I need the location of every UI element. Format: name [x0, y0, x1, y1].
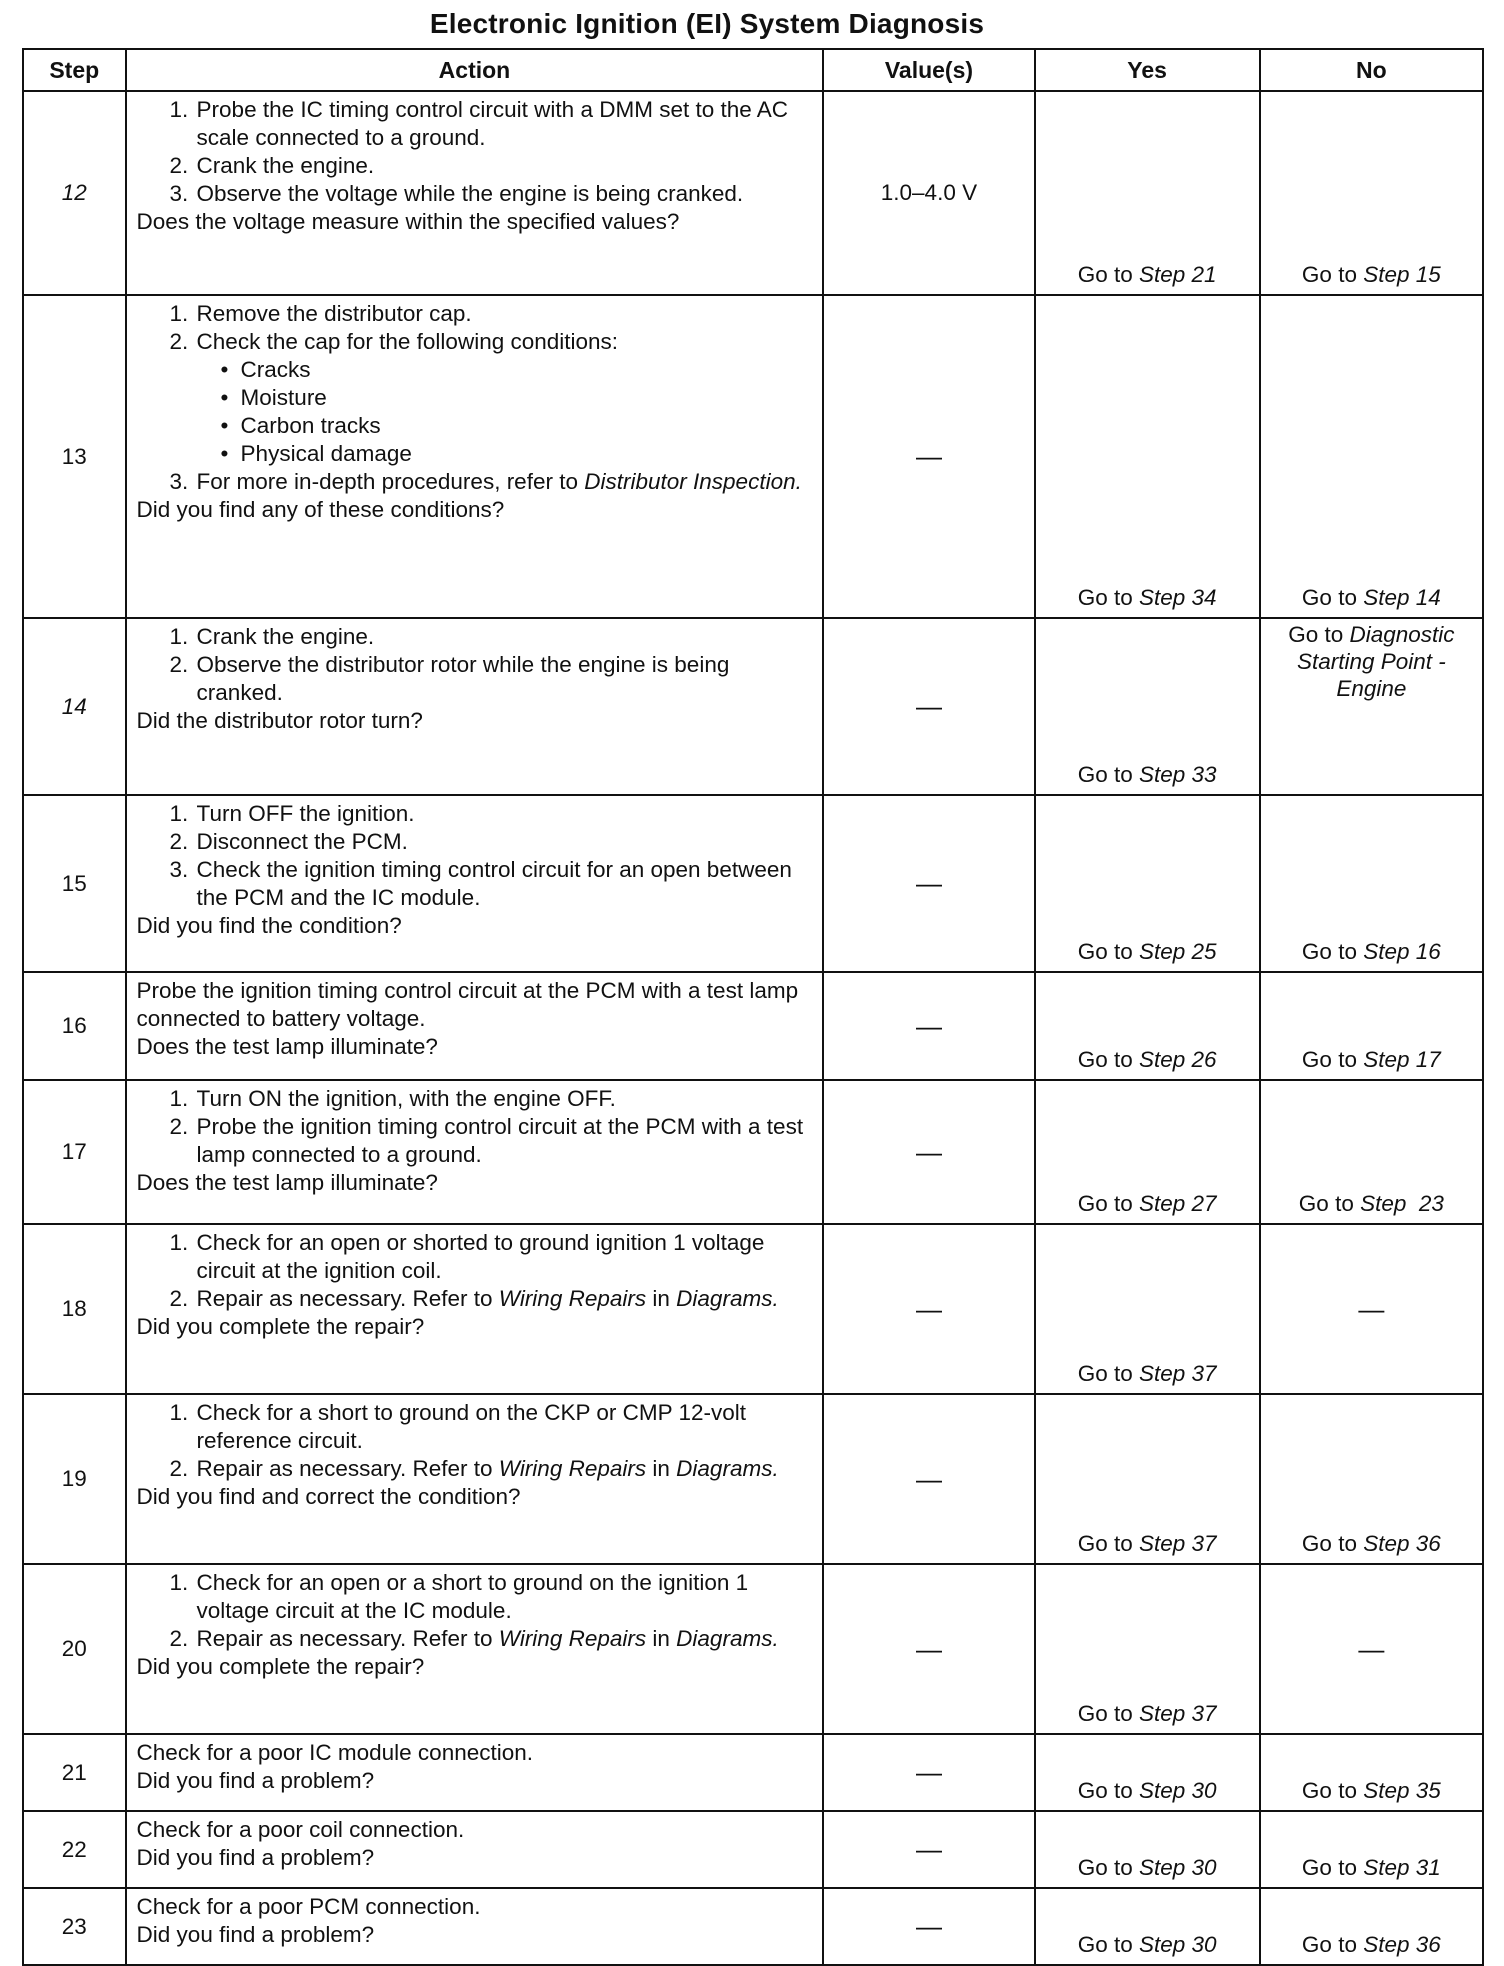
yes-goto: Go to Step 25	[1077, 939, 1217, 964]
page-title: Electronic Ignition (EI) System Diagnosis	[429, 8, 985, 39]
step-number: 21	[23, 1734, 126, 1811]
action-question: Did you find a problem?	[136, 1845, 375, 1870]
no-goto: Go to Step 36	[1301, 1932, 1441, 1957]
condition-item: • Carbon tracks	[219, 412, 815, 440]
action-cell	[126, 295, 824, 618]
table-row	[23, 1564, 1483, 1734]
action-question: Did you find a problem?	[136, 1768, 375, 1793]
no-goto: Go to Step 36	[1301, 1531, 1441, 1556]
action-question: Did you complete the repair?	[136, 1654, 425, 1679]
condition-item: • Physical damage	[219, 440, 815, 468]
action-cell	[126, 618, 824, 795]
table-row	[23, 1080, 1483, 1224]
header-yes: Yes	[1035, 49, 1260, 91]
yes-goto: Go to Step 30	[1077, 1778, 1217, 1803]
no-goto: Go to Step 14	[1301, 585, 1441, 610]
yes-cell	[1035, 295, 1260, 618]
action-question: Does the voltage measure within the specified values?	[136, 209, 680, 234]
action-item: 2. Check the cap for the following conditions: • Cracks • Moisture • Carbon tracks • Physical damage	[195, 328, 815, 468]
yes-goto: Go to Step 33	[1077, 762, 1217, 787]
action-item: 2. Observe the distributor rotor while the engine is being cranked.	[195, 651, 815, 707]
action-item: 3. Observe the voltage while the engine is being cranked.	[195, 180, 815, 208]
action-cell	[126, 1394, 824, 1564]
action-item: 2. Repair as necessary. Refer to Wiring Repairs in Diagrams.	[195, 1285, 815, 1313]
action-cell	[126, 91, 824, 295]
no-cell	[1260, 91, 1483, 295]
no-cell	[1260, 1888, 1483, 1965]
action-item: 2. Repair as necessary. Refer to Wiring Repairs in Diagrams.	[195, 1625, 815, 1653]
table-row	[23, 91, 1483, 295]
no-goto: Go to Step 17	[1301, 1047, 1441, 1072]
value-cell: 1.0–4.0 V	[823, 91, 1034, 295]
action-cell	[126, 1811, 824, 1888]
value-cell: —	[823, 618, 1034, 795]
yes-goto: Go to Step 26	[1077, 1047, 1217, 1072]
action-item: 1. Crank the engine.	[195, 623, 815, 651]
value-cell: —	[823, 1080, 1034, 1224]
action-item: 1. Remove the distributor cap.	[195, 300, 815, 328]
header-values: Value(s)	[823, 49, 1034, 91]
action-text: Check for a poor coil connection.	[136, 1817, 465, 1842]
action-item: 1. Check for an open or a short to ground on the ignition 1 voltage circuit at the IC module.	[195, 1569, 815, 1625]
step-number: 14	[23, 618, 126, 795]
header-action: Action	[126, 49, 824, 91]
action-question: Does the test lamp illuminate?	[136, 1034, 438, 1059]
value-cell: —	[823, 1394, 1034, 1564]
doc-reference: Wiring Repairs	[498, 1456, 647, 1481]
action-item: 1. Turn OFF the ignition.	[195, 800, 815, 828]
doc-reference: Diagnostic Starting Point - Engine	[1296, 622, 1455, 701]
action-question: Did you find any of these conditions?	[136, 497, 505, 522]
value-cell: —	[823, 972, 1034, 1080]
action-text: Check for a poor IC module connection.	[136, 1740, 534, 1765]
action-item: 1. Check for an open or shorted to ground ignition 1 voltage circuit at the ignition coil.	[195, 1229, 815, 1285]
value-cell: —	[823, 1564, 1034, 1734]
yes-goto: Go to Step 37	[1077, 1361, 1217, 1386]
action-cell	[126, 1734, 824, 1811]
doc-reference: Diagrams.	[676, 1456, 779, 1481]
yes-goto: Go to Step 27	[1077, 1191, 1217, 1216]
action-item: 1. Probe the IC timing control circuit with a DMM set to the AC scale connected to a ground.	[195, 96, 815, 152]
table-row	[23, 972, 1483, 1080]
table-row	[23, 1224, 1483, 1394]
condition-item: • Cracks	[219, 356, 815, 384]
doc-reference: Wiring Repairs	[498, 1626, 647, 1651]
yes-goto: Go to Step 34	[1077, 585, 1217, 610]
table-header-row	[23, 49, 1483, 91]
step-number: 13	[23, 295, 126, 618]
value-cell: —	[823, 295, 1034, 618]
yes-cell	[1035, 1734, 1260, 1811]
action-question: Did the distributor rotor turn?	[136, 708, 423, 733]
yes-cell	[1035, 1394, 1260, 1564]
value-cell: —	[823, 1811, 1034, 1888]
yes-cell	[1035, 618, 1260, 795]
no-cell	[1260, 972, 1483, 1080]
action-item: 2. Repair as necessary. Refer to Wiring Repairs in Diagrams.	[195, 1455, 815, 1483]
condition-item: • Moisture	[219, 384, 815, 412]
action-item: 1. Check for a short to ground on the CKP or CMP 12-volt reference circuit.	[195, 1399, 815, 1455]
action-cell	[126, 1888, 824, 1965]
table-row	[23, 1888, 1483, 1965]
no-cell	[1260, 1811, 1483, 1888]
table-row	[23, 1734, 1483, 1811]
doc-reference: Distributor Inspection.	[584, 469, 802, 494]
header-no: No	[1260, 49, 1483, 91]
action-question: Did you find the condition?	[136, 913, 402, 938]
table-row	[23, 1394, 1483, 1564]
yes-goto: Go to Step 37	[1077, 1701, 1217, 1726]
step-number: 16	[23, 972, 126, 1080]
doc-reference: Wiring Repairs	[498, 1286, 647, 1311]
action-item: 3. For more in-depth procedures, refer to Distributor Inspection.	[195, 468, 815, 496]
action-item: 2. Probe the ignition timing control circuit at the PCM with a test lamp connected to a ground.	[195, 1113, 815, 1169]
no-cell	[1260, 1734, 1483, 1811]
step-number: 19	[23, 1394, 126, 1564]
step-number: 12	[23, 91, 126, 295]
diagnosis-table	[22, 48, 1484, 1966]
step-number: 15	[23, 795, 126, 972]
value-cell: —	[823, 795, 1034, 972]
action-cell	[126, 795, 824, 972]
table-row	[23, 1811, 1483, 1888]
no-cell: —	[1260, 1564, 1483, 1734]
condition-list	[197, 356, 815, 468]
action-cell	[126, 1080, 824, 1224]
step-number: 18	[23, 1224, 126, 1394]
value-cell: —	[823, 1734, 1034, 1811]
doc-reference: Diagrams.	[676, 1626, 779, 1651]
no-cell	[1260, 1080, 1483, 1224]
step-number: 20	[23, 1564, 126, 1734]
action-question: Did you find and correct the condition?	[136, 1484, 521, 1509]
action-cell	[126, 972, 824, 1080]
no-cell: —	[1260, 1224, 1483, 1394]
yes-cell	[1035, 1811, 1260, 1888]
yes-goto: Go to Step 30	[1077, 1932, 1217, 1957]
header-step: Step	[23, 49, 126, 91]
table-row	[23, 295, 1483, 618]
action-cell	[126, 1224, 824, 1394]
action-text: Check for a poor PCM connection.	[136, 1894, 481, 1919]
yes-cell	[1035, 1080, 1260, 1224]
action-cell	[126, 1564, 824, 1734]
yes-goto: Go to Step 37	[1077, 1531, 1217, 1556]
action-text: Probe the ignition timing control circuit at the PCM with a test lamp connected to battery voltage.	[136, 978, 799, 1031]
action-item: 2. Disconnect the PCM.	[195, 828, 815, 856]
no-cell	[1260, 295, 1483, 618]
yes-goto: Go to Step 21	[1077, 262, 1217, 287]
step-number: 22	[23, 1811, 126, 1888]
yes-cell	[1035, 795, 1260, 972]
no-cell	[1260, 1394, 1483, 1564]
table-row	[23, 618, 1483, 795]
yes-cell	[1035, 1224, 1260, 1394]
doc-reference: Diagrams.	[676, 1286, 779, 1311]
action-item: 1. Turn ON the ignition, with the engine OFF.	[195, 1085, 815, 1113]
yes-goto: Go to Step 30	[1077, 1855, 1217, 1880]
no-cell	[1260, 795, 1483, 972]
no-goto: Go to Step 15	[1301, 262, 1441, 287]
no-cell: Go to Diagnostic Starting Point - Engine	[1260, 618, 1483, 795]
no-goto: Go to Step 23	[1298, 1191, 1444, 1216]
yes-cell	[1035, 1888, 1260, 1965]
no-goto: Go to Step 35	[1301, 1778, 1441, 1803]
step-number: 17	[23, 1080, 126, 1224]
action-item: 3. Check the ignition timing control circuit for an open between the PCM and the IC module.	[195, 856, 815, 912]
yes-cell	[1035, 91, 1260, 295]
no-goto: Go to Step 31	[1301, 1855, 1441, 1880]
step-number: 23	[23, 1888, 126, 1965]
action-question: Does the test lamp illuminate?	[136, 1170, 438, 1195]
yes-cell	[1035, 972, 1260, 1080]
value-cell: —	[823, 1888, 1034, 1965]
table-row	[23, 795, 1483, 972]
action-question: Did you find a problem?	[136, 1922, 375, 1947]
no-goto: Go to Step 16	[1301, 939, 1441, 964]
action-item: 2. Crank the engine.	[195, 152, 815, 180]
value-cell: —	[823, 1224, 1034, 1394]
yes-cell	[1035, 1564, 1260, 1734]
action-question: Did you complete the repair?	[136, 1314, 425, 1339]
